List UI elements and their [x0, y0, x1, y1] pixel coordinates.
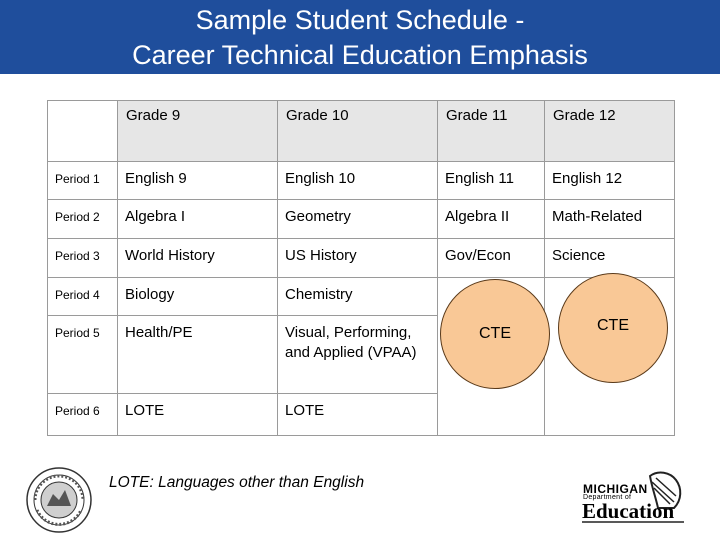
grade-header: Grade 10 — [278, 101, 438, 162]
course-cell: Science — [545, 239, 675, 278]
course-cell: Math-Related — [545, 200, 675, 239]
course-cell: English 11 — [438, 162, 545, 200]
title-banner — [0, 0, 720, 74]
course-cell: Geometry — [278, 200, 438, 239]
course-cell: Chemistry — [278, 278, 438, 316]
course-cell: English 10 — [278, 162, 438, 200]
table-row — [48, 162, 675, 200]
course-cell: Gov/Econ — [438, 239, 545, 278]
course-cell: Health/PE — [118, 316, 278, 394]
grade-header: Grade 9 — [118, 101, 278, 162]
corner-cell — [48, 101, 118, 162]
page-title: Sample Student Schedule - — [195, 5, 525, 35]
course-cell: Algebra II — [438, 200, 545, 239]
grade-header-row — [48, 101, 675, 162]
course-cell: LOTE — [118, 394, 278, 436]
period-label: Period 3 — [48, 239, 118, 278]
course-cell: LOTE — [278, 394, 438, 436]
period-label: Period 4 — [48, 278, 118, 316]
course-cell: English 12 — [545, 162, 675, 200]
grade-header: Grade 12 — [545, 101, 675, 162]
period-label: Period 5 — [48, 316, 118, 394]
period-label: Period 6 — [48, 394, 118, 436]
state-seal-icon — [25, 466, 93, 534]
course-cell: Biology — [118, 278, 278, 316]
cte-circle-grade12: CTE — [558, 273, 668, 383]
course-cell: US History — [278, 239, 438, 278]
grade-header: Grade 11 — [438, 101, 545, 162]
course-cell: English 9 — [118, 162, 278, 200]
cte-circle-grade11: CTE — [440, 279, 550, 389]
footnote: LOTE: Languages other than English — [109, 474, 365, 491]
course-cell: World History — [118, 239, 278, 278]
period-label: Period 1 — [48, 162, 118, 200]
course-cell: Algebra I — [118, 200, 278, 239]
schedule-table — [47, 100, 675, 436]
course-cell: Visual, Performing, and Applied (VPAA) — [278, 316, 438, 394]
period-label: Period 2 — [48, 200, 118, 239]
page-subtitle: Career Technical Education Emphasis — [132, 40, 588, 70]
table-row — [48, 200, 675, 239]
table-row — [48, 239, 675, 278]
michigan-education-logo: MICHIGAN Department of Education — [578, 468, 688, 526]
